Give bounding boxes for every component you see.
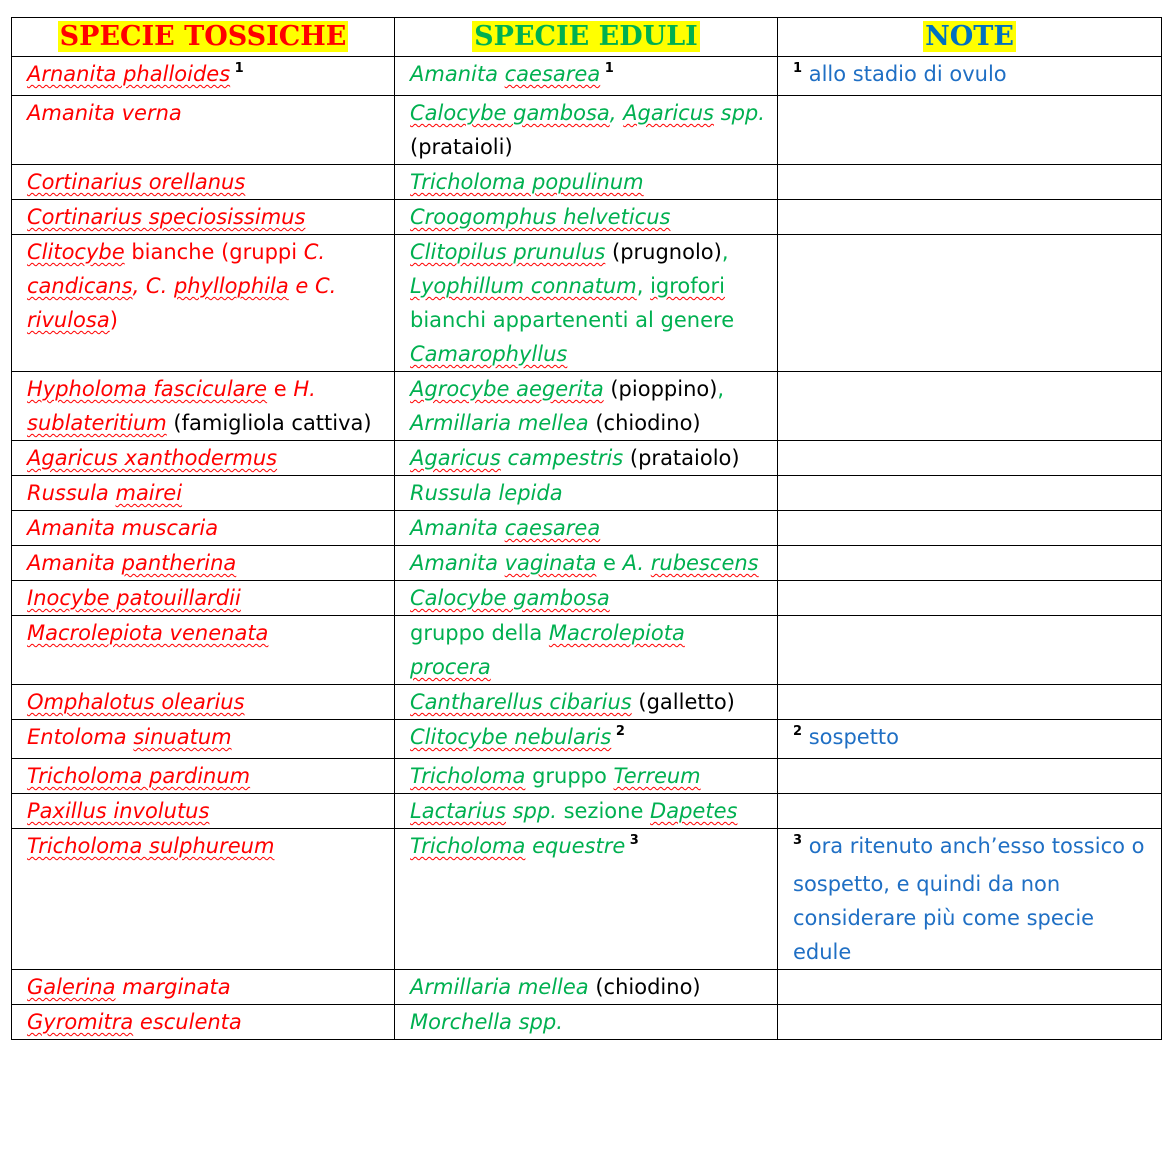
- cell-text-segment: Cortinarius speciosissimus: [27, 205, 306, 229]
- cell-text-segment: Agrocybe aegerita: [410, 377, 604, 401]
- toxic-species-cell: [12, 165, 395, 200]
- note-cell: [778, 829, 1162, 970]
- toxic-species-cell: [12, 616, 395, 685]
- table-row: [12, 165, 1162, 200]
- cell-text-segment: (chiodino): [588, 975, 701, 999]
- cell-text-segment: candicans: [27, 274, 133, 298]
- table-row: [12, 581, 1162, 616]
- cell-text-segment: Amanita: [27, 551, 122, 575]
- cell-text-segment: ,: [132, 274, 146, 298]
- toxic-species-cell: [12, 372, 395, 441]
- cell-text-segment: (galletto): [631, 690, 735, 714]
- footnote-marker: 3: [625, 833, 639, 848]
- cell-text-segment: Galerina: [27, 975, 116, 999]
- footnote-marker: 2: [793, 724, 803, 739]
- toxic-species-cell: [12, 441, 395, 476]
- edible-species-cell: [395, 96, 778, 165]
- cell-text-segment: Calocybe gambosa: [410, 101, 610, 125]
- cell-text-segment: ,: [717, 377, 725, 401]
- edible-species-cell: [395, 759, 778, 794]
- cell-text-segment: ,: [636, 274, 651, 298]
- toxic-species-cell: [12, 720, 395, 759]
- cell-text-segment: Macrolepiota: [548, 621, 685, 645]
- cell-text-segment: Amanita: [410, 516, 505, 540]
- note-cell: [778, 581, 1162, 616]
- table-row: [12, 720, 1162, 759]
- note-cell: [778, 57, 1162, 96]
- cell-text-segment: phyllophila: [173, 274, 289, 298]
- edible-species-cell: [395, 441, 778, 476]
- note-cell: [778, 759, 1162, 794]
- cell-text-segment: ora ritenuto anch’esso tossico o sospetto, e quindi da non considerare più come specie edule: [793, 834, 1145, 964]
- toxic-species-cell: [12, 546, 395, 581]
- table-row: [12, 235, 1162, 372]
- table-row: [12, 970, 1162, 1005]
- cell-text-segment: Amanita: [410, 551, 505, 575]
- footnote-marker: 1: [600, 61, 614, 76]
- cell-text-segment: C.: [303, 240, 326, 264]
- table-row: [12, 616, 1162, 685]
- header-toxic-label: SPECIE TOSSICHE: [59, 21, 347, 52]
- edible-species-cell: [395, 616, 778, 685]
- cell-text-segment: Amanita verna: [27, 101, 182, 125]
- cell-text-segment: spp.: [713, 101, 765, 125]
- cell-text-segment: mairei: [115, 481, 183, 505]
- toxic-species-cell: [12, 476, 395, 511]
- toxic-species-cell: [12, 581, 395, 616]
- cell-text-segment: pantherina: [121, 551, 237, 575]
- table-row: [12, 546, 1162, 581]
- table-row: [12, 372, 1162, 441]
- edible-species-cell: [395, 200, 778, 235]
- cell-text-segment: Tricholoma pardinum: [27, 764, 251, 788]
- note-cell: [778, 720, 1162, 759]
- cell-text-segment: e: [288, 274, 315, 298]
- note-cell: [778, 546, 1162, 581]
- cell-text-segment: e: [267, 377, 294, 401]
- cell-text-segment: rubescens: [650, 551, 759, 575]
- cell-text-segment: Croogomphus helveticus: [410, 205, 671, 229]
- edible-species-cell: [395, 476, 778, 511]
- cell-text-segment: Russula: [27, 481, 116, 505]
- cell-text-segment: campestris: [500, 446, 624, 470]
- cell-text-segment: Armillaria mellea: [410, 975, 589, 999]
- table-row: [12, 1005, 1162, 1040]
- edible-species-cell: [395, 1005, 778, 1040]
- table-row: [12, 441, 1162, 476]
- table-row: [12, 759, 1162, 794]
- cell-text-segment: (pioppino): [603, 377, 718, 401]
- edible-species-cell: [395, 829, 778, 970]
- note-cell: [778, 1005, 1162, 1040]
- footnote-marker: 2: [611, 724, 625, 739]
- cell-text-segment: Terreum: [613, 764, 701, 788]
- header-edible-species: [395, 18, 778, 57]
- cell-text-segment: (prataioli): [410, 135, 513, 159]
- cell-text-segment: spp.: [511, 1010, 563, 1034]
- cell-text-segment: A.: [622, 551, 651, 575]
- cell-text-segment: ,: [609, 101, 624, 125]
- cell-text-segment: Paxillus involutus: [27, 799, 210, 823]
- cell-text-segment: caesarea: [504, 516, 601, 540]
- cell-text-segment: Clitopilus prunulus: [410, 240, 606, 264]
- cell-text-segment: Agaricus xanthodermus: [27, 446, 278, 470]
- cell-text-segment: Arnanita phalloides: [27, 62, 231, 86]
- header-notes: [778, 18, 1162, 57]
- table-row: [12, 476, 1162, 511]
- cell-text-segment: igrofori: [650, 274, 725, 298]
- footnote-marker: 1: [230, 61, 244, 76]
- species-table: [11, 17, 1162, 1040]
- cell-text-segment: Tricholoma populinum: [410, 170, 644, 194]
- cell-text-segment: C.: [145, 274, 174, 298]
- cell-text-segment: Amanita: [410, 62, 505, 86]
- edible-species-cell: [395, 685, 778, 720]
- cell-text-segment: Clitocybe nebularis: [410, 725, 612, 749]
- cell-text-segment: caesarea: [504, 62, 601, 86]
- edible-species-cell: [395, 794, 778, 829]
- cell-text-segment: Entoloma: [27, 725, 134, 749]
- cell-text-segment: (famigliola cattiva): [166, 411, 372, 435]
- table-row: [12, 200, 1162, 235]
- cell-text-segment: Amanita muscaria: [27, 516, 219, 540]
- cell-text-segment: bianche (gruppi: [124, 240, 304, 264]
- cell-text-segment: Morchella: [410, 1010, 512, 1034]
- cell-text-segment: sospetto: [802, 725, 900, 749]
- cell-text-segment: sublateritium: [27, 411, 167, 435]
- cell-text-segment: Agaricus: [410, 446, 501, 470]
- edible-species-cell: [395, 165, 778, 200]
- cell-text-segment: procera: [410, 655, 491, 679]
- cell-text-segment: Cortinarius orellanus: [27, 170, 246, 194]
- table-row: [12, 57, 1162, 96]
- cell-text-segment: Russula lepida: [410, 481, 563, 505]
- cell-text-segment: equestre: [525, 834, 626, 858]
- cell-text-segment: sinuatum: [133, 725, 232, 749]
- cell-text-segment: Cantharellus cibarius: [410, 690, 632, 714]
- cell-text-segment: Dapetes: [650, 799, 738, 823]
- cell-text-segment: (prataiolo): [623, 446, 740, 470]
- table-row: [12, 96, 1162, 165]
- note-cell: [778, 616, 1162, 685]
- cell-text-segment: C.: [314, 274, 337, 298]
- edible-species-cell: [395, 581, 778, 616]
- header-row: [12, 18, 1162, 57]
- cell-text-segment: vaginata: [504, 551, 597, 575]
- cell-text-segment: Lyophillum connatum: [410, 274, 637, 298]
- note-cell: [778, 200, 1162, 235]
- note-cell: [778, 96, 1162, 165]
- header-toxic-species: [12, 18, 395, 57]
- toxic-species-cell: [12, 96, 395, 165]
- toxic-species-cell: [12, 970, 395, 1005]
- cell-text-segment: Gyromitra: [27, 1010, 134, 1034]
- footnote-marker: 3: [793, 833, 803, 848]
- cell-text-segment: sezione: [556, 799, 651, 823]
- cell-text-segment: Tricholoma: [410, 834, 526, 858]
- cell-text-segment: Inocybe patouillardii: [27, 586, 241, 610]
- cell-text-segment: Macrolepiota venenata: [27, 621, 269, 645]
- toxic-species-cell: [12, 57, 395, 96]
- note-cell: [778, 511, 1162, 546]
- toxic-species-cell: [12, 829, 395, 970]
- toxic-species-cell: [12, 685, 395, 720]
- cell-text-segment: Omphalotus olearius: [27, 690, 245, 714]
- toxic-species-cell: [12, 794, 395, 829]
- edible-species-cell: [395, 235, 778, 372]
- cell-text-segment: allo stadio di ovulo: [802, 62, 1007, 86]
- cell-text-segment: esculenta: [133, 1010, 242, 1034]
- cell-text-segment: Calocybe gambosa: [410, 586, 610, 610]
- cell-text-segment: Agaricus: [623, 101, 714, 125]
- toxic-species-cell: [12, 235, 395, 372]
- cell-text-segment: e: [596, 551, 623, 575]
- cell-text-segment: Clitocybe: [27, 240, 125, 264]
- toxic-species-cell: [12, 1005, 395, 1040]
- note-cell: [778, 235, 1162, 372]
- cell-text-segment: Tricholoma: [410, 764, 526, 788]
- edible-species-cell: [395, 57, 778, 96]
- cell-text-segment: ): [109, 308, 118, 332]
- cell-text-segment: ,: [721, 240, 729, 264]
- cell-text-segment: Hypholoma fasciculare: [27, 377, 268, 401]
- table-row: [12, 511, 1162, 546]
- cell-text-segment: spp.: [505, 799, 557, 823]
- cell-text-segment: gruppo della: [410, 621, 549, 645]
- toxic-species-cell: [12, 759, 395, 794]
- edible-species-cell: [395, 546, 778, 581]
- cell-text-segment: gruppo: [525, 764, 614, 788]
- cell-text-segment: Camarophyllus: [410, 342, 568, 366]
- toxic-species-cell: [12, 511, 395, 546]
- edible-species-cell: [395, 511, 778, 546]
- header-notes-label: NOTE: [925, 21, 1014, 52]
- toxic-species-cell: [12, 200, 395, 235]
- footnote-marker: 1: [793, 61, 803, 76]
- table-row: [12, 794, 1162, 829]
- cell-text-segment: Lactarius: [410, 799, 506, 823]
- note-cell: [778, 794, 1162, 829]
- table-header: [12, 18, 1162, 57]
- note-cell: [778, 476, 1162, 511]
- cell-text-segment: H.: [293, 377, 316, 401]
- note-cell: [778, 970, 1162, 1005]
- cell-text-segment: marginata: [115, 975, 231, 999]
- note-cell: [778, 441, 1162, 476]
- edible-species-cell: [395, 970, 778, 1005]
- table-row: [12, 685, 1162, 720]
- cell-text-segment: (prugnolo): [605, 240, 722, 264]
- cell-text-segment: Armillaria mellea: [410, 411, 589, 435]
- note-cell: [778, 372, 1162, 441]
- table-row: [12, 829, 1162, 970]
- cell-text-segment: bianchi appartenenti al genere: [410, 308, 735, 332]
- cell-text-segment: (chiodino): [588, 411, 701, 435]
- note-cell: [778, 685, 1162, 720]
- note-cell: [778, 165, 1162, 200]
- table-body: [12, 57, 1162, 1040]
- edible-species-cell: [395, 372, 778, 441]
- cell-text-segment: rivulosa: [27, 308, 110, 332]
- cell-text-segment: Tricholoma sulphureum: [27, 834, 275, 858]
- edible-species-cell: [395, 720, 778, 759]
- header-edible-label: SPECIE EDULI: [474, 21, 698, 52]
